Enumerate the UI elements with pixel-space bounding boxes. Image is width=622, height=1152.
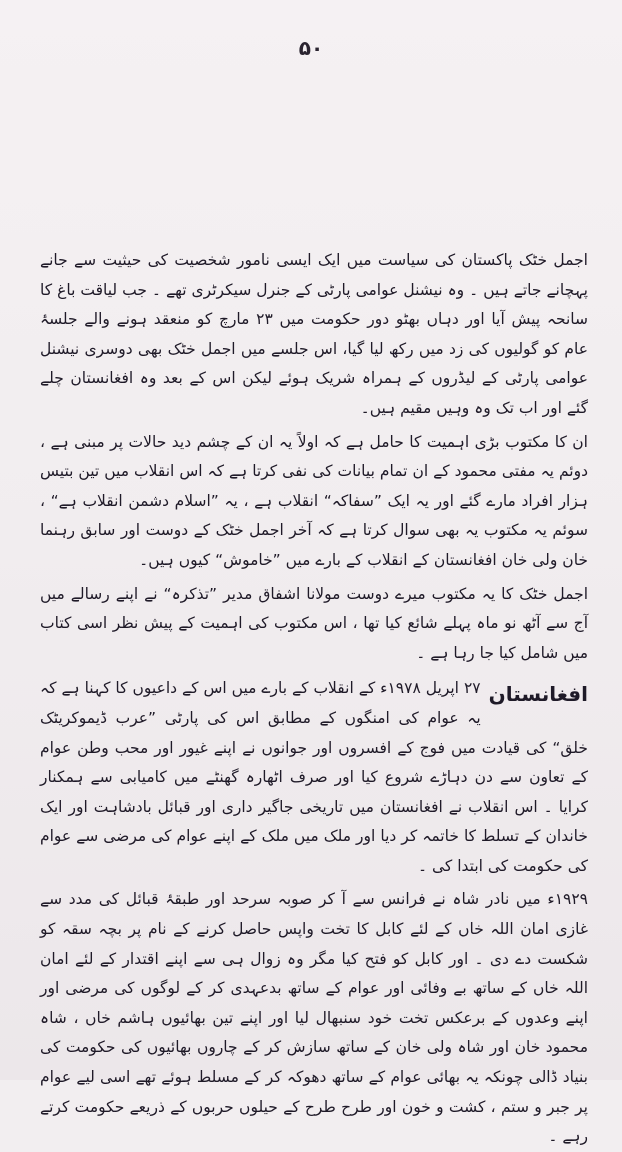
paragraph-history: ۱۹۲۹ء میں نادر شاہ نے فرانس سے آ کر صوبہ سرحد اور طبقۂ قبائل کی مدد سے غازی امان اللہ خاں کے لئے کابل کا تخت واپس حاصل کرنے کے نام پر بچہ سقہ کو شکست دے دی ۔ اور کابل کو فتح کیا مگر وہ زوال ہی سے اپنے اقتدار کے لئے امان اللہ خاں کے ساتھ بے وفائی اور عوام کے ساتھ بدعہدی کر کے لوگوں کی مرضی اور اپنے وعدوں کے برعکس تخت خود سنبھال لیا اور اپنے تین بھائیوں ہاشم خاں ، شاہ محمود خان اور شاہ ولی خان کے ساتھ سازش کر کے چاروں بھائیوں کی حکومت کی بنیاد ڈالی چونکہ یہ بھائی عوام کے ساتھ دھوکہ کر کے مسلط ہوئے تھے اسی لیے عوام پر جبر و ستم ، کشت و خون اور طرح طرح کے حیلوں حربوں کے ذریعے حکومت کرتے رہے ۔ [40,890,588,1146]
section-heading: افغانستان [488,682,588,707]
body-text [40,246,588,1152]
paragraph-publication: اجمل خٹک کا یہ مکتوب میرے دوست مولانا اشفاق مدیر ”تذکرہ“ نے اپنے رسالے میں آج سے آٹھ نو ماہ پہلے شائع کیا تھا ، اس مکتوب کی اہمیت کے پیش نظر اسی کتاب میں شامل کیا جا رہا ہے ۔ [40,584,588,662]
page-number: ۵۰ [298,36,324,60]
paragraph-revolution-text: ۲۷ اپریل ۱۹۷۸ء کے انقلاب کے بارے میں اس کے داعیوں کا کہنا ہے کہ یہ عوام کی امنگوں کے مطابق اس کی پارٹی ”عرب ڈیموکریٹک خلق“ کی قیادت میں فوج کے افسروں اور جوانوں نے اپنے غیور اور محب وطن عوام کے تعاون سے دن دہاڑے شروع کیا اور صرف اٹھارہ گھنٹے میں کامیابی سے ہمکنار کرایا ۔ اس انقلاب نے افغانستان میں تاریخی جاگیر داری اور قبائل بادشاہت اور ایک خاندان کے تسلط کا خاتمہ کر دیا اور ملک میں ملک کے اپنے عوام کی مرضی سے عوام کی حکومت کی ابتدا کی ۔ [40,679,588,875]
paragraph-letter-importance: ان کا مکتوب بڑی اہمیت کا حامل ہے کہ اولاً یہ ان کے چشم دید حالات پر مبنی ہے ، دوئم یہ مفتی محمود کے ان تمام بیانات کی نفی کرتا ہے کہ اس انقلاب میں تین بتیس ہزار افراد مارے گئے اور یہ ایک ”سفاکہ“ انقلاب ہے ، یہ ”اسلام دشمن انقلاب ہے“ ، سوئم یہ مکتوب یہ بھی سوال کرتا ہے کہ آخر اجمل خٹک کے دوست اور سابق رہنما خان ولی خان افغانستان کے انقلاب کے بارے میں ”خاموش“ کیوں ہیں۔ [40,432,588,569]
paragraph-intro: اجمل خٹک پاکستان کی سیاست میں ایک ایسی نامور شخصیت کی حیثیت سے جانے پہچانے جاتے ہیں ۔ وہ نیشنل عوامی پارٹی کے جنرل سیکرٹری تھے ۔ جب لیاقت باغ کا سانحہ پیش آیا اور دہاں بھٹو دور حکومت میں ۲۳ مارچ کو منعقد ہونے والے جلسۂ عام کو گولیوں کی زد میں رکھ لیا گیا، اس جلسے میں اجمل خٹک بھی دوسری نیشنل عوامی پارٹی کے لیڈروں کے ہمراہ شریک ہوئے لیکن اس کے بعد وہ افغانستان چلے گئے اور اب تک وہ وہیں مقیم ہیں۔ [40,251,588,417]
paragraph-revolution [40,674,588,881]
